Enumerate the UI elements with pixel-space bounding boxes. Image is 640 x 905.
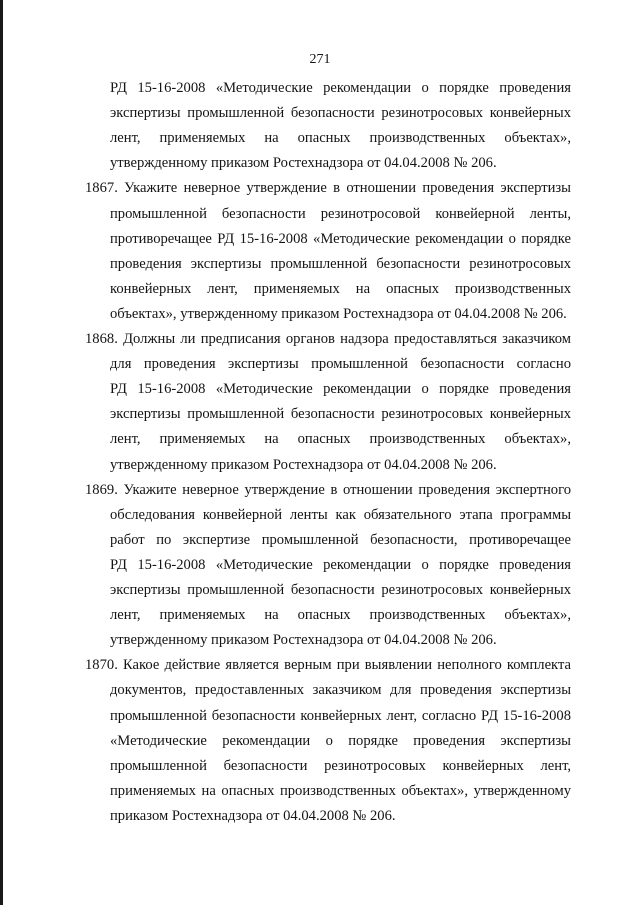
text-line: «Методические рекомендации о порядке проведения экспертизы (110, 732, 571, 749)
text-line: противоречащее РД 15-16-2008 «Методические рекомендации о порядке (110, 230, 571, 247)
text-line: 1870. Какое действие является верным при выявлении неполного комплекта (85, 657, 571, 674)
text-line: утвержденному приказом Ростехнадзора от 04.04.2008 № 206. (110, 155, 497, 172)
text-line: 1868. Должны ли предписания органов надзора предоставляться заказчиком (85, 331, 571, 347)
text-line: утвержденному приказом Ростехнадзора от 04.04.2008 № 206. (110, 632, 497, 649)
text-line: экспертизы промышленной безопасности резинотросовых конвейерных (110, 582, 571, 598)
page-number: 271 (309, 52, 331, 67)
scan-edge (0, 0, 3, 905)
text-line: утвержденному приказом Ростехнадзора от 04.04.2008 № 206. (110, 456, 497, 473)
text-line: применяемых на опасных производственных объектах», утвержденному (110, 782, 571, 799)
text-line: обследования конвейерной ленты как обязательного этапа программы (110, 506, 571, 523)
text-line: РД 15-16-2008 «Методические рекомендации о порядке проведения (110, 381, 571, 398)
text-line: документов, предоставленных заказчиком для проведения экспертизы (110, 682, 571, 699)
text-line: конвейерных лент, применяемых на опасных производственных (110, 280, 571, 297)
text-line: 1867. Укажите неверное утверждение в отношении проведения экспертизы (85, 180, 571, 197)
text-line: лент, применяемых на опасных производственных объектах», (110, 130, 571, 147)
text-line: промышленной безопасности резинотросовых конвейерных лент, (110, 757, 571, 774)
text-line: экспертизы промышленной безопасности резинотросовых конвейерных (110, 105, 571, 122)
text-line: промышленной безопасности конвейерных лент, согласно РД 15-16-2008 (110, 707, 571, 724)
text-line: лент, применяемых на опасных производственных объектах», (110, 431, 571, 448)
text-line: приказом Ростехнадзора от 04.04.2008 № 206. (110, 807, 396, 824)
text-line: 1869. Укажите неверное утверждение в отношении проведения экспертного (85, 481, 571, 498)
text-line: лент, применяемых на опасных производственных объектах», (110, 607, 571, 624)
text-line: проведения экспертизы промышленной безопасности резинотросовых (110, 255, 571, 272)
text-line: для проведения экспертизы промышленной безопасности согласно (110, 356, 571, 373)
text-line: РД 15-16-2008 «Методические рекомендации о порядке проведения (110, 556, 571, 573)
text-line: работ по экспертизе промышленной безопасности, противоречащее (110, 531, 571, 548)
text-line: РД 15-16-2008 «Методические рекомендации о порядке проведения (110, 80, 571, 96)
text-line: экспертизы промышленной безопасности резинотросовых конвейерных (110, 406, 571, 423)
text-line: промышленной безопасности резинотросовой конвейерной ленты, (110, 205, 571, 222)
text-line: объектах», утвержденному приказом Ростехнадзора от 04.04.2008 № 206. (110, 305, 567, 322)
